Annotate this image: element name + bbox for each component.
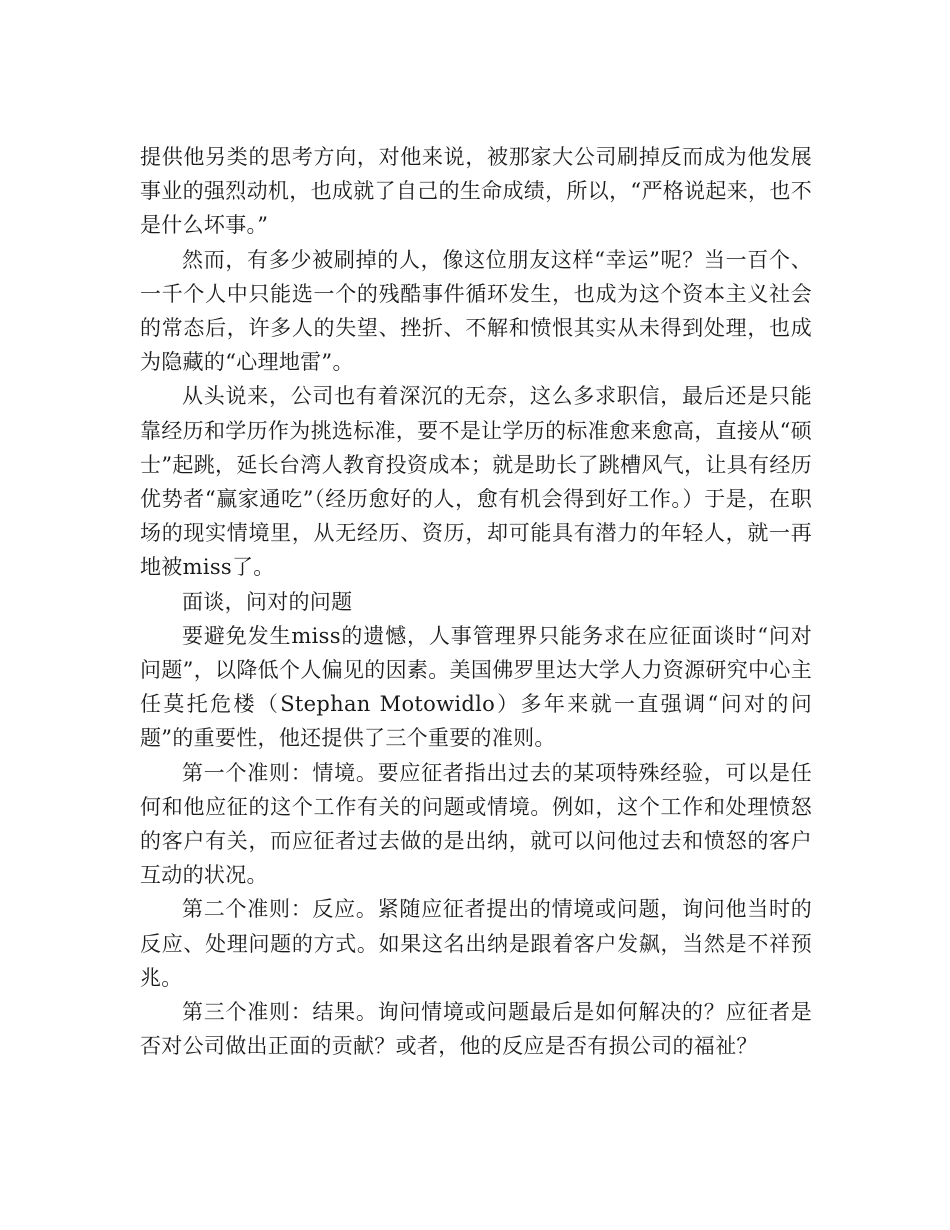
document-body: [140, 140, 812, 1063]
paragraph-continuation: 提供他另类的思考方向，对他来说，被那家大公司刷掉反而成为他发展事业的强烈动机，也成就了自己的生命成绩，所以，“严格说起来，也不是什么坏事。”: [140, 145, 812, 238]
paragraph-rule-situation: 第一个准则：情境。要应征者指出过去的某项特殊经验，可以是任何和他应征的这个工作有关的问题或情境。例如，这个工作和处理愤怒的客户有关，而应征者过去做的是出纳，就可以问他过去和愤怒的客户互动的状况。: [140, 760, 812, 888]
section-heading-interview: 面谈，问对的问题: [182, 589, 353, 614]
paragraph-lucky-friend: 然而，有多少被刷掉的人，像这位朋友这样“幸运”呢？当一百个、一千个人中只能选一个的残酷事件循环发生，也成为这个资本主义社会的常态后，许多人的失望、挫折、不解和愤恨其实从未得到处理，也成为隐藏的“心理地雷”。: [140, 247, 812, 375]
paragraph-company-helplessness: 从头说来，公司也有着深沉的无奈，这么多求职信，最后还是只能靠经历和学历作为挑选标准，要不是让学历的标准愈来愈高，直接从“硕士”起跳，延长台湾人教育投资成本；就是助长了跳槽风气，让具有经历优势者“赢家通吃”（经历愈好的人，愈有机会得到好工作。）于是，在职场的现实情境里，从无经历、资历，却可能具有潜力的年轻人，就一再地被miss了。: [140, 384, 812, 580]
paragraph-rule-reaction: 第二个准则：反应。紧随应征者提出的情境或问题，询问他当时的反应、处理问题的方式。如果这名出纳是跟着客户发飙，当然是不祥预兆。: [140, 897, 812, 990]
paragraph-ask-right-questions: 要避免发生miss的遗憾，人事管理界只能务求在应征面谈时“问对问题”，以降低个人偏见的因素。美国佛罗里达大学人力资源研究中心主任莫托危楼（Stephan Motowidlo）多年来就一直强调“问对的问题”的重要性，他还提供了三个重要的准则。: [140, 623, 812, 751]
paragraph-rule-result: 第三个准则：结果。询问情境或问题最后是如何解决的？应征者是否对公司做出正面的贡献？或者，他的反应是否有损公司的福祉？: [140, 1000, 812, 1059]
